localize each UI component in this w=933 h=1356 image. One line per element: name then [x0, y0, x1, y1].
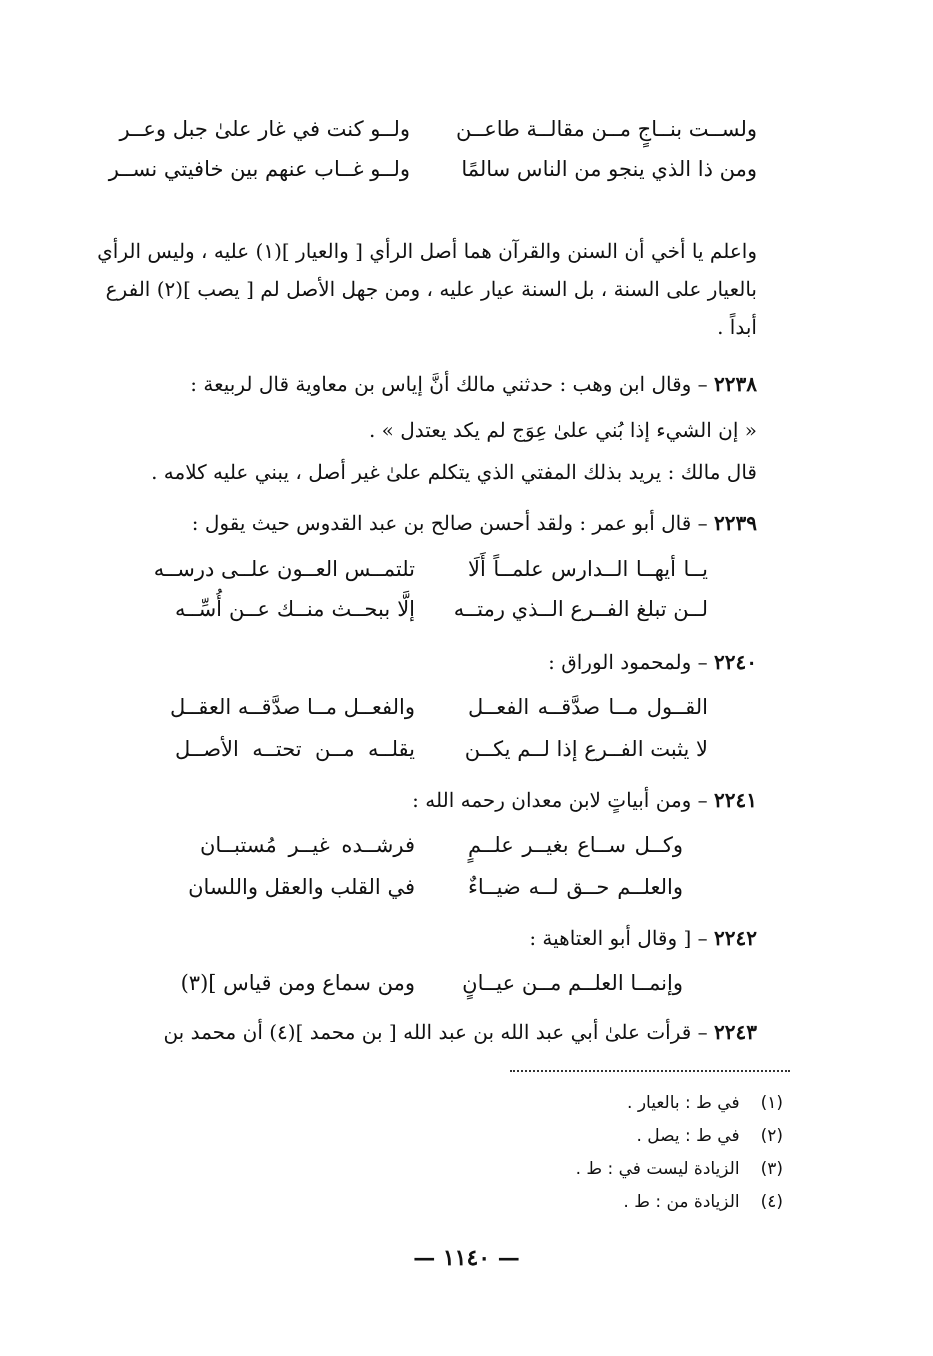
verse-hemistich-right: لا يثبت الفــرع إذا لــم يكــن	[464, 737, 708, 761]
verse-hemistich-right: والعلــم حــق لــه ضيــاءٌ	[468, 875, 683, 899]
verse-hemistich-left: ولــو غــاب عنهم بين خافيتي نســر	[108, 157, 410, 181]
entry-number: ٢٢٤٢	[714, 926, 757, 950]
paragraph-line: أبداً .	[717, 315, 757, 339]
entry-2243	[95, 1014, 757, 1050]
verse-hemistich-right: وكــل ســاع بغيــر علــمٍ	[468, 833, 683, 857]
verse-line	[200, 828, 683, 862]
verse-line	[153, 552, 708, 586]
footnote-text: في ط : بالعيار .	[627, 1093, 740, 1113]
verse-line	[188, 870, 683, 904]
footnote	[623, 1187, 783, 1217]
entry-2240	[95, 644, 757, 680]
footnote-text: في ط : يصل .	[636, 1126, 740, 1146]
entry-2242	[95, 920, 757, 956]
verse-hemistich-left: يقلــه مــن تحتــه الأصــل	[175, 737, 415, 761]
entry-2238-quote: « إن الشيء إذا بُني علىٰ عِوَج لم يكد يعتدل » .	[368, 418, 757, 442]
footnote-number: (٤)	[760, 1192, 783, 1212]
entry-number: ٢٢٣٨	[714, 372, 757, 396]
entry-text: – [ وقال أبو العتاهية :	[529, 926, 715, 950]
entry-number: ٢٢٣٩	[714, 511, 757, 535]
footnote-number: (١)	[760, 1093, 783, 1113]
entry-text: – ومن أبياتٍ لابن معدان رحمه الله :	[412, 788, 715, 812]
verse-line	[170, 690, 708, 724]
verse-hemistich-left: فرشــده غيــر مُستبــان	[200, 833, 415, 857]
entry-number: ٢٢٤٠	[714, 650, 757, 674]
entry-text: – ولمحمود الوراق :	[548, 650, 715, 674]
verse-hemistich-right: ولســت بنــاجٍ مــن مقالــة طاعــن	[455, 117, 757, 141]
verse-hemistich-left: في القلب والعقل واللسان	[188, 875, 415, 899]
entry-2241	[95, 782, 757, 818]
page-number: — ١١٤٠ —	[413, 1245, 520, 1271]
footnote-text: الزيادة ليست في : ط .	[575, 1159, 740, 1179]
footnote-separator	[510, 1070, 790, 1072]
entry-text: – وقال ابن وهب : حدثني مالك أنَّ إياس بن معاوية قال لربيعة :	[190, 372, 715, 396]
verse-hemistich-right: ومن ذا الذي ينجو من الناس سالمًا	[461, 157, 757, 181]
verse-line	[180, 966, 683, 1000]
entry-2238	[95, 366, 757, 402]
footnote	[576, 1154, 783, 1184]
footnote	[627, 1088, 783, 1118]
entry-text: – قرأت علىٰ أبي عبد الله بن عبد الله [ بن محمد ](٤) أن محمد بن	[163, 1020, 715, 1044]
entry-2238-malik: قال مالك : يريد بذلك المفتي الذي يتكلم علىٰ غير أصل ، يبني عليه كلامه .	[151, 460, 757, 484]
verse-line	[175, 592, 708, 626]
entry-text: – قال أبو عمر : ولقد أحسن صالح بن عبد القدوس حيث يقول :	[191, 511, 715, 535]
footnote-text: الزيادة من : ط .	[623, 1192, 740, 1212]
paragraph-line: واعلم يا أخي أن السنن والقرآن هما أصل الرأي [ والعيار ](١) عليه ، وليس الرأي	[97, 239, 757, 263]
verse-hemistich-left: تلتمــس العــون علــى درســه	[153, 557, 415, 581]
verse-hemistich-left: والفعــل مــا صدَّقــه العقــل	[170, 695, 415, 719]
verse-hemistich-left: ومن سماع ومن قياس ](٣)	[180, 971, 415, 995]
verse-line	[175, 732, 708, 766]
verse-hemistich-right: لــن تبلغ الفــرع الــذي رمتــه	[453, 597, 708, 621]
verse-hemistich-right: يــا أيهــا الــدارس علمــاً أَلَا	[468, 557, 708, 581]
footnote	[636, 1121, 783, 1151]
footnote-number: (٢)	[760, 1126, 783, 1146]
entry-number: ٢٢٤١	[714, 788, 757, 812]
verse-line	[108, 152, 757, 186]
verse-hemistich-left: إلَّا ببحــث منــك عــن أُسِّــه	[175, 597, 415, 621]
paragraph-line: بالعيار على السنة ، بل السنة عيار عليه ، ومن جهل الأصل لم [ يصب ](٢) الفرع	[105, 277, 757, 301]
footnote-number: (٣)	[760, 1159, 783, 1179]
paragraph	[92, 232, 757, 346]
verse-hemistich-right: وإنمــا العلــم مــن عيــانٍ	[462, 971, 683, 995]
verse-line	[120, 112, 757, 146]
verse-hemistich-right: القــول مــا صدَّقــه الفعــل	[468, 695, 708, 719]
verse-hemistich-left: ولــو كنت في غار علىٰ جبل وعــر	[119, 117, 410, 141]
entry-number: ٢٢٤٣	[714, 1020, 757, 1044]
entry-2239	[95, 505, 757, 541]
